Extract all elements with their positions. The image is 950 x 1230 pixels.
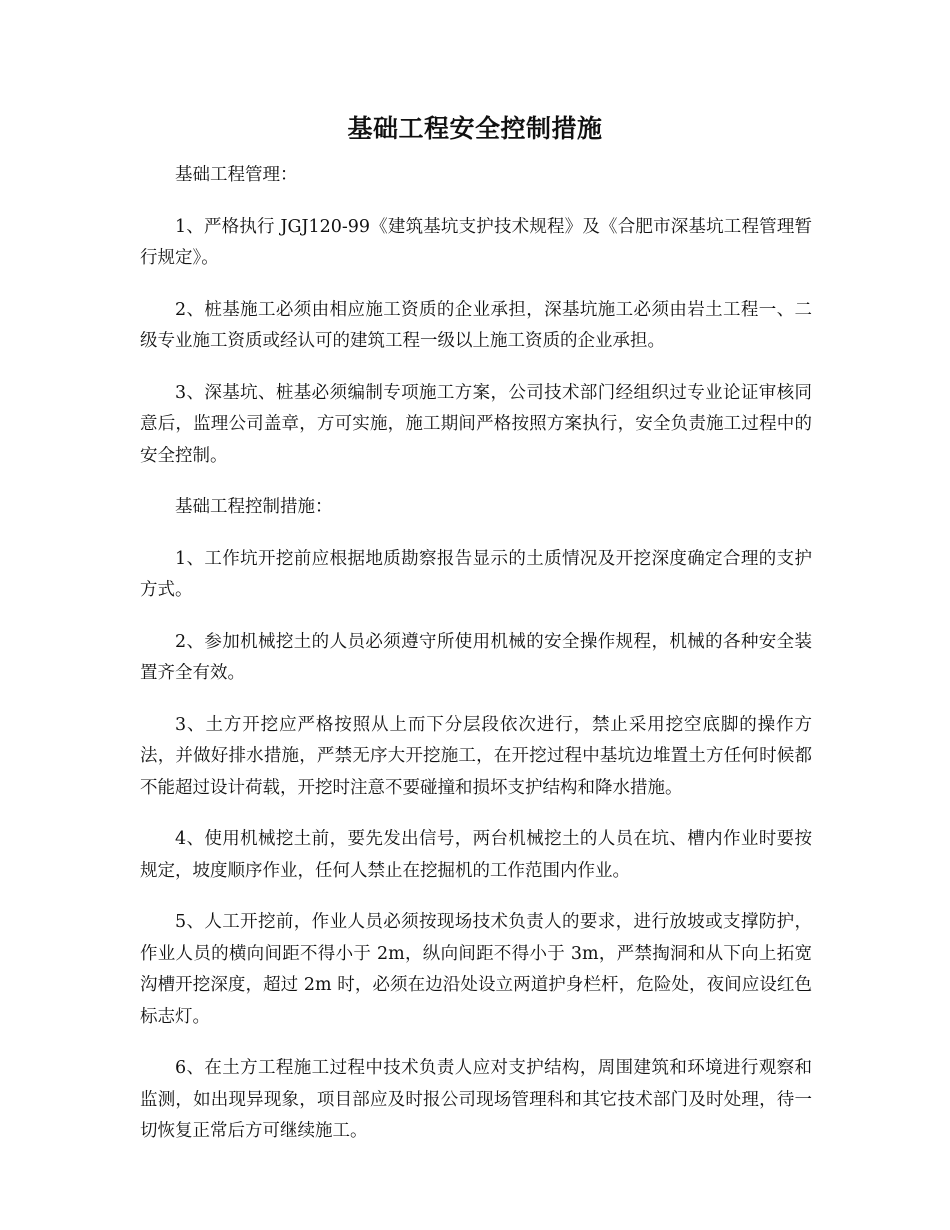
paragraph-management-1: 1、严格执行 JGJ120-99《建筑基坑支护技术规程》及《合肥市深基坑工程管理暂行规定》。: [140, 216, 812, 268]
document-body: [140, 160, 812, 1168]
paragraph-measure-6: 6、在土方工程施工过程中技术负责人应对支护结构，周围建筑和环境进行观察和监测，如出现异现象，项目部应及时报公司现场管理科和其它技术部门及时处理，待一切恢复正常后方可继续施工。: [140, 1058, 812, 1141]
paragraph-measure-1: 1、工作坑开挖前应根据地质勘察报告显示的土质情况及开挖深度确定合理的支护方式。: [140, 548, 812, 600]
paragraph-measure-2: 2、参加机械挖土的人员必须遵守所使用机械的安全操作规程，机械的各种安全装置齐全有效。: [140, 631, 812, 683]
document-title: 基础工程安全控制措施: [347, 114, 603, 143]
paragraph-measure-5: 5、人工开挖前，作业人员必须按现场技术负责人的要求，进行放坡或支撑防护，作业人员的横向间距不得小于 2m，纵向间距不得小于 3m，严禁掏洞和从下向上拓宽沟槽开挖深度，超过 2m 时，必须在边沿处设立两道护身栏杆，危险处，夜间应设红色标志灯。: [140, 912, 812, 1027]
section-heading-management: 基础工程管理：: [175, 165, 298, 185]
paragraph-management-2: 2、桩基施工必须由相应施工资质的企业承担，深基坑施工必须由岩土工程一、二级专业施工资质或经认可的建筑工程一级以上施工资质的企业承担。: [140, 299, 812, 351]
paragraph-management-3: 3、深基坑、桩基必须编制专项施工方案，公司技术部门经组织过专业论证审核同意后，监理公司盖章，方可实施，施工期间严格按照方案执行，安全负责施工过程中的安全控制。: [140, 382, 812, 466]
paragraph-measure-4: 4、使用机械挖土前，要先发出信号，两台机械挖土的人员在坑、槽内作业时要按规定，坡度顺序作业，任何人禁止在挖掘机的工作范围内作业。: [140, 829, 812, 881]
section-heading-control-measures: 基础工程控制措施：: [175, 497, 333, 517]
paragraph-measure-3: 3、土方开挖应严格按照从上而下分层段依次进行，禁止采用挖空底脚的操作方法，并做好排水措施，严禁无序大开挖施工，在开挖过程中基坑边堆置土方任何时候都不能超过设计荷载，开挖时注意不要碰撞和损坏支护结构和降水措施。: [140, 714, 812, 798]
